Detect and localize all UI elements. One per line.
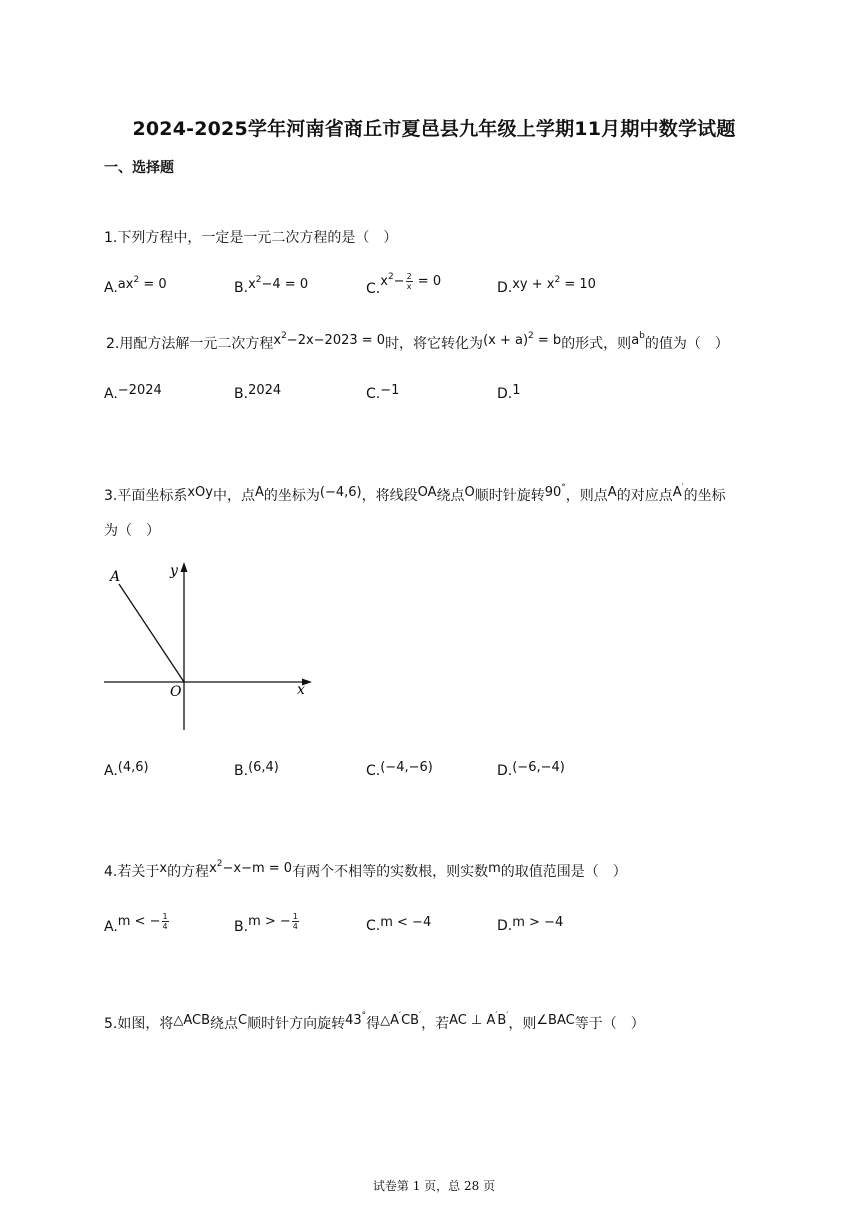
power-expression: $a^b$: [631, 331, 645, 348]
page-title: 2024-2025学年河南省商丘市夏邑县九年级上学期11月期中数学试题: [132, 118, 736, 140]
section-heading: 一、选择题: [104, 160, 174, 176]
q1-option-a[interactable]: [104, 275, 167, 296]
option-letter: D.: [497, 280, 513, 296]
q4-option-c[interactable]: C.m < −4: [366, 915, 432, 934]
label-x: x: [297, 682, 305, 698]
q3-option-d[interactable]: D.(−6,−4): [497, 760, 565, 779]
fraction: $\frac{2}{x}$: [406, 272, 412, 291]
option-math-tail: = 0: [139, 277, 167, 292]
option-letter: C.: [366, 281, 381, 297]
option-math-tail: −4 = 0: [261, 277, 309, 292]
q4-option-d[interactable]: D.m > −4: [497, 915, 564, 934]
option-letter: B.: [234, 280, 249, 296]
option-math-tail: = 10: [560, 277, 596, 292]
segment-oa: [119, 584, 184, 682]
option-letter: A.: [104, 280, 118, 296]
q3-option-c[interactable]: C.(−4,−6): [366, 760, 433, 779]
q2-option-b[interactable]: B.2024: [234, 383, 282, 402]
option-math: x: [248, 277, 256, 292]
option-math: x: [380, 274, 388, 289]
question-5-stem: 5.如图，将△ACB绕点C顺时针方向旋转43°得△A′CB′，若AC ⊥ A′B′，则∠BAC等于（ ）: [104, 1011, 645, 1032]
question-2-stem: 2.用配方法解一元二次方程$x^2-2x-2023 = 0$时，将它转化为$(x + a)^2 = b$的形式，则$a^b$的值为（ ）: [106, 331, 729, 352]
q2-option-a[interactable]: A.−2024: [104, 383, 162, 402]
fraction: $\frac{1}{4}$: [162, 912, 168, 931]
q3-option-b[interactable]: B.(6,4): [234, 760, 279, 779]
q4-option-a[interactable]: A.m < − $\frac{1}{4}$: [104, 912, 168, 935]
exponent: 2: [387, 272, 394, 282]
option-math: xy + x: [512, 277, 555, 292]
question-3-stem: 3.平面坐标系xOy中，点A的坐标为(−4,6)，将线段OA绕点O顺时针旋转90°，则点A的对应点A′的坐标: [104, 483, 726, 504]
equation-1: $x^2-2x-2023 = 0$: [273, 331, 386, 348]
label-o: O: [170, 684, 182, 700]
minus-sign: −: [393, 274, 405, 289]
q2-option-d[interactable]: D.1: [497, 383, 521, 402]
q2-option-c[interactable]: C.−1: [366, 383, 400, 402]
question-1-stem: 1.下列方程中，一定是一元二次方程的是（ ）: [104, 230, 398, 246]
q4-option-b[interactable]: B.m > − $\frac{1}{4}$: [234, 912, 298, 935]
q3-option-a[interactable]: A.(4,6): [104, 760, 149, 779]
label-a: A: [110, 569, 121, 585]
q1-option-c[interactable]: [366, 272, 442, 297]
option-math-tail: = 0: [413, 274, 442, 289]
equation-2: $(x + a)^2 = b$: [483, 331, 562, 348]
fraction: $\frac{1}{4}$: [292, 912, 298, 931]
label-y: y: [170, 563, 178, 579]
page-footer: 试卷第 1 页，总 28 页: [372, 1179, 496, 1193]
question-4-stem: 4.若关于x的方程$x^2-x-m = 0$有两个不相等的实数根，则实数m的取值范围是（ ）: [104, 859, 627, 880]
q1-option-d[interactable]: [497, 275, 596, 296]
option-math: ax: [117, 277, 134, 292]
question-3-stem-line2: 为（ ）: [104, 523, 160, 539]
exponent: 2: [255, 275, 262, 285]
exponent: 2: [133, 275, 140, 285]
y-axis-arrow: [181, 562, 188, 572]
coordinate-figure: [100, 560, 320, 735]
exponent: 2: [554, 275, 561, 285]
q1-option-b[interactable]: [234, 275, 309, 296]
